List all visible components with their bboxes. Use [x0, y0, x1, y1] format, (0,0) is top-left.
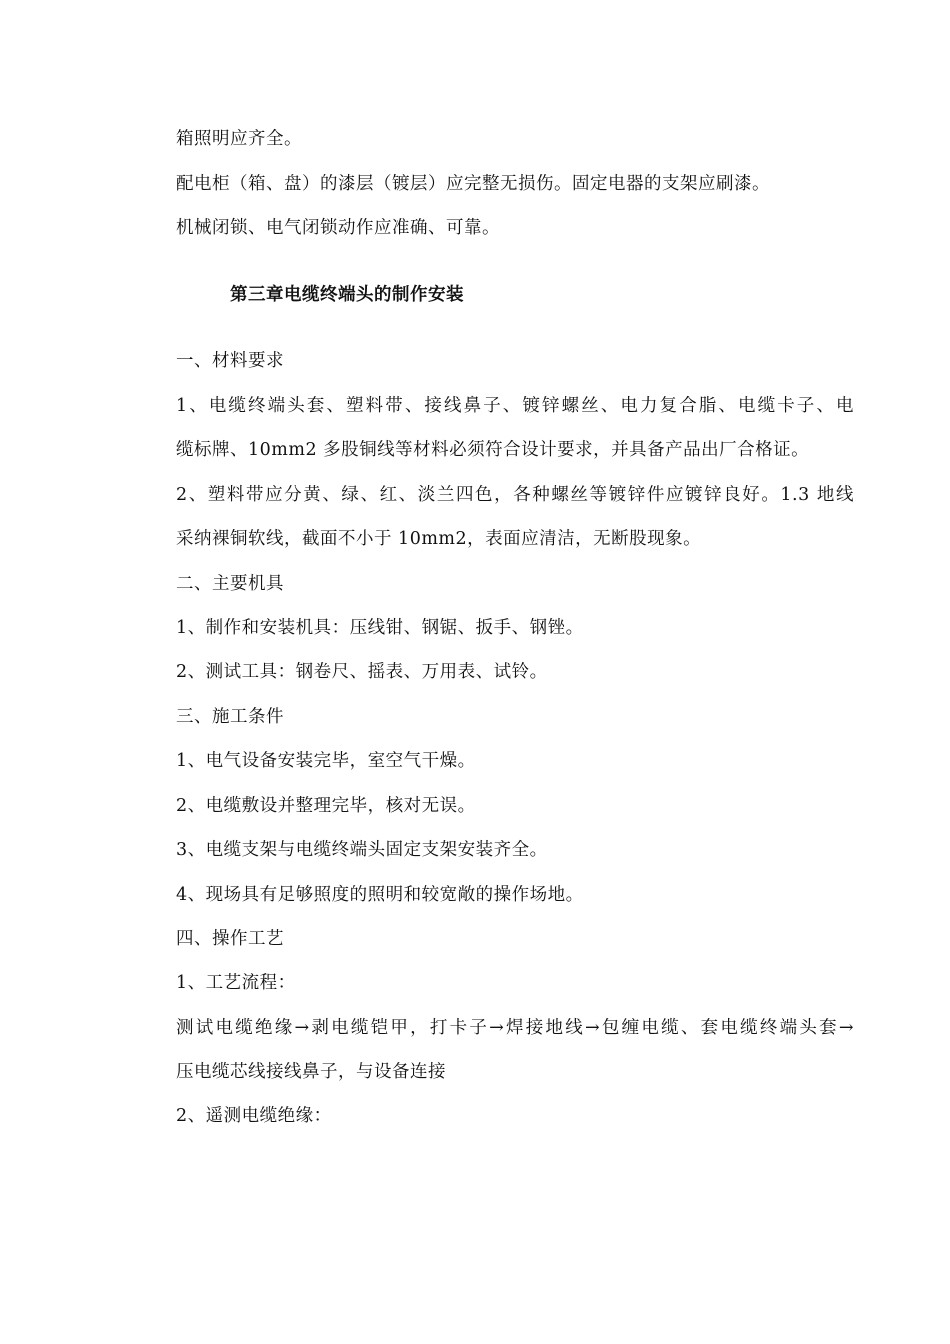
text-line: 测试电缆绝缘→剥电缆铠甲，打卡子→焊接地线→包缠电缆、套电缆终端头套→	[176, 1018, 854, 1038]
section-heading: 一、材料要求	[176, 351, 284, 371]
text-line: 压电缆芯线接线鼻子，与设备连接	[176, 1062, 446, 1082]
text-line: 1、制作和安装机具：压线钳、钢锯、扳手、钢锉。	[176, 618, 584, 638]
section-heading: 三、施工条件	[176, 707, 284, 727]
section-heading: 二、主要机具	[176, 574, 284, 594]
text-line: 采纳裸铜软线，截面不小于 10mm2，表面应清洁，无断股现象。	[176, 529, 702, 549]
text-line: 1、工艺流程：	[176, 973, 296, 993]
text-line: 机械闭锁、电气闭锁动作应准确、可靠。	[176, 218, 500, 238]
text-line: 1、电缆终端头套、塑料带、接线鼻子、镀锌螺丝、电力复合脂、电缆卡子、电	[176, 396, 854, 416]
text-line: 4、现场具有足够照度的照明和较宽敞的操作场地。	[176, 885, 584, 905]
text-line: 箱照明应齐全。	[176, 129, 302, 149]
chapter-heading: 第三章电缆终端头的制作安装	[230, 285, 464, 305]
text-line: 3、电缆支架与电缆终端头固定支架安装齐全。	[176, 840, 548, 860]
text-line: 2、遥测电缆绝缘：	[176, 1106, 332, 1126]
text-line: 配电柜（箱、盘）的漆层（镀层）应完整无损伤。固定电器的支架应刷漆。	[176, 174, 770, 194]
text-line: 缆标牌、10mm2 多股铜线等材料必须符合设计要求，并具备产品出厂合格证。	[176, 440, 810, 460]
text-line: 2、电缆敷设并整理完毕，核对无误。	[176, 796, 476, 816]
section-heading: 四、操作工艺	[176, 929, 284, 949]
text-line: 2、测试工具：钢卷尺、摇表、万用表、试铃。	[176, 662, 548, 682]
text-line: 1、电气设备安装完毕，室空气干燥。	[176, 751, 476, 771]
text-line: 2、塑料带应分黄、绿、红、淡兰四色，各种螺丝等镀锌件应镀锌良好。1.3 地线	[176, 485, 854, 505]
